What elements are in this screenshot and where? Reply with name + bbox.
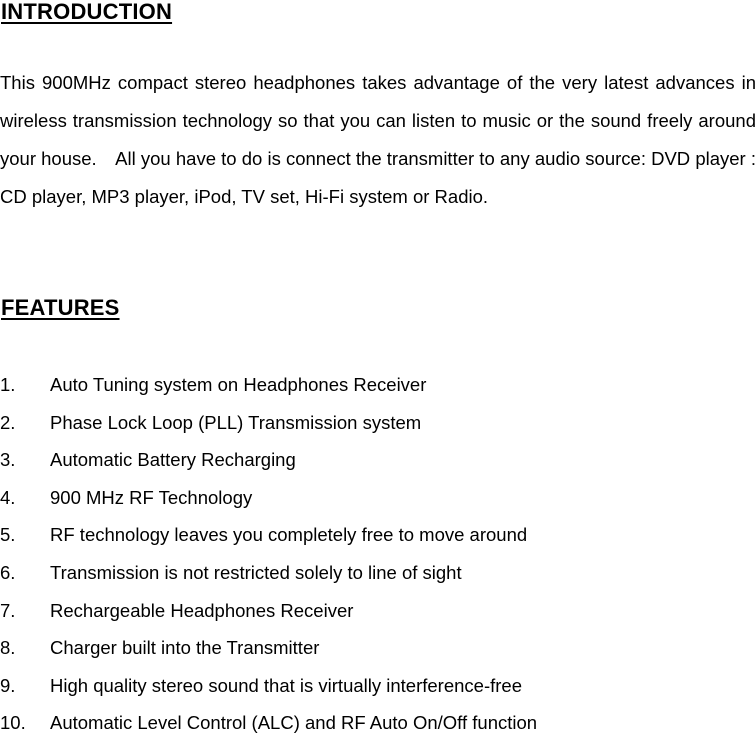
feature-text: Transmission is not restricted solely to line of sight: [50, 561, 462, 583]
feature-item: [0, 516, 756, 554]
feature-item: [0, 629, 756, 667]
feature-text: Auto Tuning system on Headphones Receiver: [50, 374, 427, 395]
feature-number: 3.: [0, 449, 16, 471]
feature-item: [0, 441, 756, 479]
feature-text: Automatic Battery Recharging: [50, 449, 296, 471]
feature-text: Automatic Level Control (ALC) and RF Auto On/Off function: [50, 712, 538, 734]
feature-text: RF technology leaves you completely free to move around: [50, 524, 528, 546]
feature-text: Charger built into the Transmitter: [50, 637, 320, 659]
feature-item: [0, 592, 756, 630]
feature-number: 7.: [0, 599, 16, 621]
feature-number: 5.: [0, 524, 16, 546]
feature-number: 2.: [0, 411, 16, 433]
feature-text: 900 MHz RF Technology: [50, 486, 253, 508]
feature-number: 8.: [0, 637, 16, 659]
features-heading: FEATURES: [1, 295, 120, 320]
feature-number: 4.: [0, 486, 16, 508]
introduction-paragraph: This 900MHz compact stereo headphones takes advantage of the very latest advances in wireless transmission technology so that you can listen to music or the sound freely around your house. All you have to do is connect the transmitter to any audio source: DVD player : CD player, MP3 player, iPod, TV set, Hi-Fi system or Radio.: [0, 72, 756, 207]
introduction-heading: INTRODUCTION: [1, 0, 173, 24]
features-list: [0, 366, 756, 742]
feature-item: [0, 404, 756, 442]
feature-item: [0, 704, 756, 742]
feature-number: 1.: [0, 374, 16, 395]
feature-text: Phase Lock Loop (PLL) Transmission system: [50, 411, 422, 433]
feature-item: [0, 479, 756, 517]
feature-number: 10.: [0, 712, 26, 734]
feature-number: 9.: [0, 674, 16, 696]
feature-text: Rechargeable Headphones Receiver: [50, 599, 354, 621]
feature-text: High quality stereo sound that is virtually interference-free: [50, 674, 522, 696]
feature-item: [0, 366, 756, 404]
feature-number: 6.: [0, 561, 16, 583]
feature-item: [0, 667, 756, 705]
feature-item: [0, 554, 756, 592]
